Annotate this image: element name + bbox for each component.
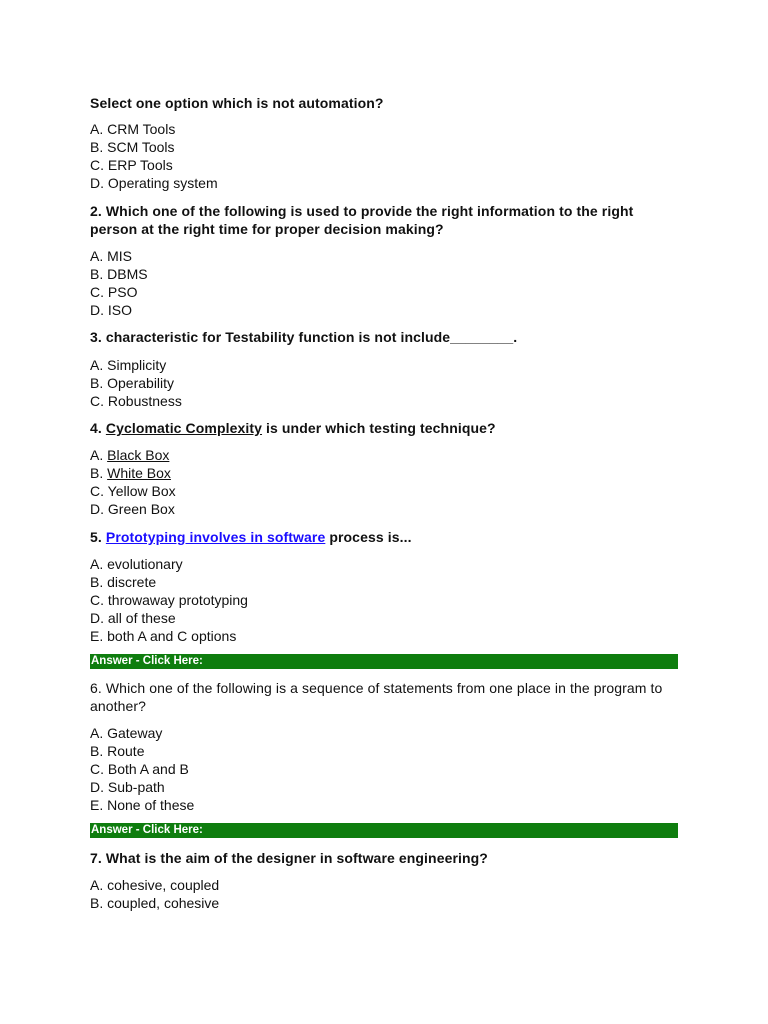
question-7-options (90, 876, 650, 912)
answer-click-here-button[interactable]: Answer - Click Here: (90, 823, 678, 838)
question-5-option-b: B. discrete (90, 574, 157, 590)
question-4-option-a-prefix: A. (90, 447, 108, 463)
question-6-option-e: E. None of these (90, 797, 195, 813)
question-2-option-a: A. MIS (90, 248, 133, 264)
answer-click-here-button[interactable]: Answer - Click Here: (90, 654, 678, 669)
question-5-option-c: C. throwaway prototyping (90, 592, 248, 608)
question-6-option-c: C. Both A and B (90, 761, 189, 777)
question-1-option-b: B. SCM Tools (90, 139, 175, 155)
question-1-option-a: A. CRM Tools (90, 121, 176, 137)
question-6-options (90, 724, 650, 814)
question-5-option-d: D. all of these (90, 610, 176, 626)
question-1-option-c: C. ERP Tools (90, 157, 173, 173)
question-4-option-a (90, 446, 650, 464)
question-2-options (90, 247, 650, 319)
question-1-text: Select one option which is not automation? (90, 95, 384, 111)
white-box-link[interactable]: White Box (107, 465, 171, 481)
question-7-option-a: A. cohesive, coupled (90, 877, 220, 893)
question-1-option-d: D. Operating system (90, 175, 218, 191)
question-4-option-d: D. Green Box (90, 501, 175, 517)
question-5-options (90, 555, 650, 645)
question-4-text (90, 419, 680, 437)
black-box-link[interactable]: Black Box (107, 447, 170, 463)
cyclomatic-complexity-link[interactable]: Cyclomatic Complexity (105, 420, 263, 436)
question-4-options (90, 446, 650, 518)
question-7-option-b: B. coupled, cohesive (90, 895, 220, 911)
question-3-options (90, 356, 650, 410)
question-6-option-a: A. Gateway (90, 725, 163, 741)
question-5-option-a: A. evolutionary (90, 556, 183, 572)
question-5-prefix: 5. (90, 529, 106, 545)
question-5-suffix: process is... (325, 529, 412, 545)
question-2-option-d: D. ISO (90, 302, 133, 318)
question-2-option-b: B. DBMS (90, 266, 148, 282)
question-1-options (90, 120, 650, 192)
question-4-option-c: C. Yellow Box (90, 483, 176, 499)
question-4-option-b-prefix: B. (90, 465, 108, 481)
question-7-text: 7. What is the aim of the designer in software engineering? (90, 850, 488, 866)
question-6-option-d: D. Sub-path (90, 779, 165, 795)
question-3-option-a: A. Simplicity (90, 357, 167, 373)
question-5-option-e: E. both A and C options (90, 628, 237, 644)
question-3-text: 3. characteristic for Testability function is not include________. (90, 329, 518, 345)
question-2-text: 2. Which one of the following is used to provide the right information to the right person at the right time for proper decision making? (90, 203, 634, 237)
question-3-option-b: B. Operability (90, 375, 175, 391)
question-4-prefix: 4. (90, 420, 106, 436)
question-5-text (90, 528, 680, 546)
question-6-option-b: B. Route (90, 743, 145, 759)
question-6-text: 6. Which one of the following is a sequence of statements from one place in the program to another? (90, 680, 663, 714)
prototyping-link[interactable]: Prototyping involves in software (105, 529, 326, 545)
question-3-option-c: C. Robustness (90, 393, 182, 409)
question-4-option-b (90, 464, 650, 482)
question-2-option-c: C. PSO (90, 284, 138, 300)
question-4-suffix: is under which testing technique? (262, 420, 496, 436)
